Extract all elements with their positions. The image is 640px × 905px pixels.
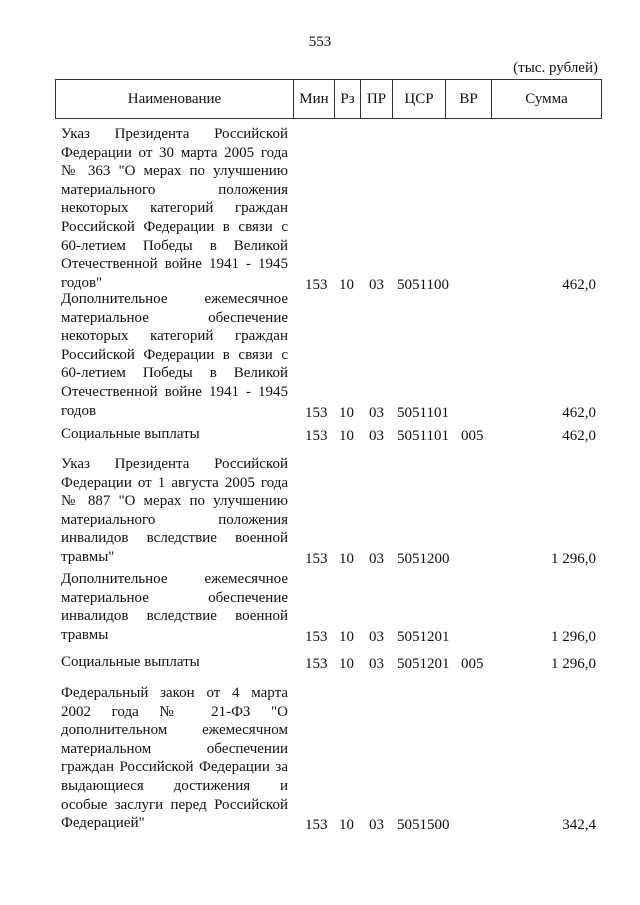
- row-name-line: Отечественной войне 1941 - 1945: [61, 383, 288, 400]
- row-name-line: Социальные выплаты: [61, 426, 200, 442]
- row-name-line: Указ Президента Российской: [61, 126, 288, 142]
- cell-pr: 03: [369, 276, 384, 293]
- row-name-line: травмы: [61, 626, 109, 643]
- header-vr: ВР: [446, 80, 492, 119]
- header-csr: ЦСР: [393, 80, 446, 119]
- row-name-line: особые заслуги перед Российской: [61, 796, 288, 813]
- row-name-line: Указ Президента Российской: [61, 456, 288, 472]
- table-header: [55, 79, 602, 119]
- row-name-line: годов": [61, 274, 103, 291]
- header-pr: ПР: [361, 80, 393, 119]
- cell-csr: 5051101: [397, 428, 449, 444]
- row-name: [61, 425, 288, 444]
- cell-sum: 1 296,0: [551, 656, 596, 672]
- cell-vr: 005: [461, 428, 484, 444]
- cell-csr: 5051200: [397, 551, 450, 567]
- row-name: [61, 684, 288, 833]
- row-name-line: Российской Федерации в связи с: [61, 218, 288, 235]
- cell-min: 153: [305, 428, 328, 444]
- cell-csr: 5051101: [397, 404, 449, 421]
- cell-rz: 10: [339, 817, 354, 834]
- row-name-line: Российской Федерации в связи с: [61, 346, 288, 363]
- row-name-line: Дополнительное ежемесячное: [61, 291, 288, 307]
- cell-vr: 005: [461, 656, 484, 672]
- page-number: 553: [308, 34, 332, 50]
- row-name-line: № 363 "О мерах по улучшению: [61, 163, 288, 180]
- cell-rz: 10: [339, 628, 354, 645]
- row-name-line: дополнительном ежемесячном: [61, 722, 288, 739]
- cell-min: 153: [305, 404, 328, 421]
- cell-min: 153: [305, 551, 328, 567]
- cell-pr: 03: [369, 404, 384, 421]
- header-rz: Рз: [335, 80, 361, 119]
- header-name: Наименование: [56, 80, 294, 119]
- cell-rz: 10: [339, 428, 354, 444]
- cell-min: 153: [305, 276, 328, 293]
- row-name-line: Федерации от 30 марта 2005 года: [61, 144, 288, 161]
- units-label: (тыс. рублей): [513, 60, 598, 76]
- cell-min: 153: [305, 628, 328, 645]
- cell-csr: 5051201: [397, 628, 450, 645]
- cell-pr: 03: [369, 817, 384, 834]
- row-name-line: материальное обеспечение: [61, 589, 288, 606]
- row-name-line: инвалидов вследствие военной: [61, 608, 288, 625]
- row-name-line: материальном обеспечении: [61, 740, 288, 757]
- row-name-line: № 887 "О мерах по улучшению: [61, 493, 288, 510]
- cell-csr: 5051500: [397, 817, 450, 834]
- row-name: [61, 653, 288, 672]
- header-sum: Сумма: [492, 80, 602, 119]
- cell-rz: 10: [339, 276, 354, 293]
- row-name-line: материальное обеспечение: [61, 309, 288, 326]
- cell-min: 153: [305, 817, 328, 834]
- cell-csr: 5051100: [397, 276, 449, 293]
- cell-pr: 03: [369, 628, 384, 645]
- cell-rz: 10: [339, 551, 354, 567]
- row-name-line: некоторых категорий граждан: [61, 200, 288, 217]
- row-name-line: граждан Российской Федерации за: [61, 759, 288, 776]
- row-name: [61, 290, 288, 420]
- row-name-line: 60-летием Победы в Великой: [61, 365, 288, 382]
- row-name-line: выдающиеся достижения и: [61, 777, 288, 794]
- row-name-line: травмы": [61, 548, 115, 565]
- row-name-line: Дополнительное ежемесячное: [61, 571, 288, 587]
- cell-pr: 03: [369, 656, 384, 672]
- row-name-line: 60-летием Победы в Великой: [61, 237, 288, 254]
- header-min: Мин: [294, 80, 335, 119]
- row-name-line: Отечественной войне 1941 - 1945: [61, 256, 288, 273]
- cell-sum: 1 296,0: [551, 628, 596, 645]
- cell-pr: 03: [369, 551, 384, 567]
- cell-sum: 462,0: [562, 276, 596, 293]
- row-name-line: некоторых категорий граждан: [61, 328, 288, 345]
- row-name-line: годов: [61, 402, 97, 419]
- row-name-line: 2002 года № 21-ФЗ "О: [61, 703, 288, 720]
- cell-csr: 5051201: [397, 656, 450, 672]
- row-name-line: инвалидов вследствие военной: [61, 530, 288, 547]
- row-name-line: Социальные выплаты: [61, 654, 200, 670]
- cell-rz: 10: [339, 404, 354, 421]
- cell-rz: 10: [339, 656, 354, 672]
- cell-sum: 342,4: [562, 817, 596, 834]
- row-name: [61, 570, 288, 644]
- row-name: [61, 125, 288, 292]
- cell-sum: 462,0: [562, 404, 596, 421]
- row-name-line: материального положения: [61, 181, 288, 198]
- row-name-line: Федерации от 1 августа 2005 года: [61, 474, 288, 491]
- row-name-line: материального положения: [61, 511, 288, 528]
- cell-pr: 03: [369, 428, 384, 444]
- cell-sum: 1 296,0: [551, 551, 596, 567]
- cell-min: 153: [305, 656, 328, 672]
- row-name-line: Федеральный закон от 4 марта: [61, 685, 288, 701]
- row-name: [61, 455, 288, 567]
- cell-sum: 462,0: [562, 428, 596, 444]
- row-name-line: Федерацией": [61, 815, 145, 832]
